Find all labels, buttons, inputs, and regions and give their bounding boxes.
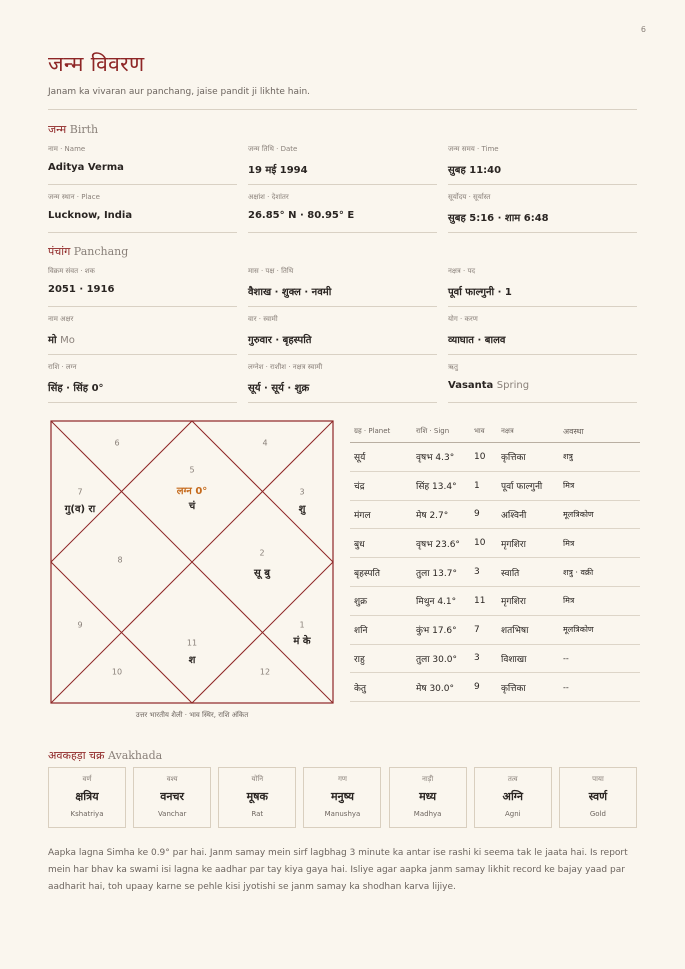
birth-field (48, 185, 237, 233)
panchang-field-value (48, 332, 237, 346)
birth-field (48, 137, 237, 185)
birth-field-value (248, 210, 437, 221)
birth-field-value (48, 162, 237, 173)
avakhada-box (474, 767, 552, 828)
avakhada-key: वश्य (166, 775, 178, 783)
panchang-field-value (248, 332, 437, 346)
birth-heading (48, 122, 637, 137)
divider (48, 109, 637, 110)
birth-heading-hi: जन्म (48, 123, 67, 136)
planet-table-cell: चंद्र (354, 482, 365, 493)
birth-field-label: सूर्योदय · सूर्यास्त (448, 193, 491, 201)
birth-details-section (48, 50, 637, 403)
panchang-field (48, 259, 237, 307)
avakhada-box (559, 767, 637, 828)
house-planets: सू बु (254, 568, 270, 579)
panchang-field-main: गुरुवार · बृहस्पति (248, 335, 312, 346)
planet-table-row (350, 529, 640, 558)
planet-table-cell: बृहस्पति (354, 568, 380, 579)
birth-field (248, 185, 437, 233)
panchang-field-value (248, 380, 437, 394)
avakhada-value-en: Gold (589, 810, 606, 818)
avakhada-value-hi: मूषक (246, 790, 268, 803)
planet-table-cell: सिंह 13.4° (416, 482, 457, 493)
avakhada-key: तत्व (507, 775, 518, 783)
panchang-field-label: ऋतु (448, 363, 458, 371)
house-planets: गु(व) रा (64, 504, 96, 515)
planet-table-cell: मित्र (563, 596, 575, 606)
birth-field-label: जन्म समय · Time (448, 145, 499, 153)
panchang-field (248, 307, 437, 355)
house-sign-number: 5 (189, 465, 195, 475)
house-planets: मं के (293, 636, 311, 647)
house-sign-number: 10 (111, 667, 123, 677)
planet-table-cell: मेष 2.7° (416, 510, 449, 521)
panchang-heading (48, 244, 637, 259)
planet-table-cell: मूलत्रिकोण (563, 625, 594, 635)
planet-table-cell: कृत्तिका (501, 453, 526, 464)
planet-table-row (350, 587, 640, 616)
house-sign-number: 9 (77, 620, 83, 630)
birth-grid (48, 137, 637, 233)
planet-table-cell: 3 (474, 567, 480, 578)
panchang-field-main: सिंह · सिंह 0° (48, 383, 104, 394)
panchang-field-value (448, 380, 637, 391)
house-planets: चं (188, 501, 196, 512)
panchang-field-main: पूर्वा फाल्गुनी · 1 (448, 287, 512, 298)
birth-field-value (448, 162, 637, 176)
birth-field (248, 137, 437, 185)
house-sign-number: 8 (117, 555, 123, 565)
avakhada-value-hi: स्वर्ण (588, 790, 608, 803)
house-planets: शु (298, 504, 306, 515)
planet-table-cell: राहु (354, 654, 365, 665)
planet-table-cell: मृगशिरा (501, 539, 526, 550)
panchang-field-value (48, 284, 237, 295)
avakhada-heading-en: Avakhada (107, 749, 163, 762)
birth-field-main: सुबह 5:16 · शाम 6:48 (448, 213, 549, 224)
panchang-field-main: सूर्य · सूर्य · शुक्र (248, 383, 310, 394)
house-sign-number: 6 (114, 438, 120, 448)
panchang-field-main: व्याघात · बालव (448, 335, 506, 346)
planet-table-cell: पूर्वा फाल्गुनी (501, 482, 543, 493)
birth-field-label: जन्म स्थान · Place (48, 193, 100, 201)
planet-table-cell: मित्र (563, 538, 575, 548)
planet-table-col-header: राशि · Sign (416, 426, 450, 435)
panchang-field-main: वैशाख · शुक्ल · नवमी (248, 287, 332, 298)
planet-table-cell: स्वाति (501, 568, 520, 579)
birth-field (448, 137, 637, 185)
planet-table-cell: मृगशिरा (501, 597, 526, 608)
planet-table-cell: वृषभ 4.3° (416, 453, 455, 464)
house-sign-number: 4 (262, 438, 268, 448)
planet-table-cell: तुला 13.7° (416, 568, 457, 579)
panchang-heading-hi: पंचांग (48, 245, 71, 258)
planet-table-cell: शुक्र (354, 597, 368, 608)
avakhada-value-hi: अग्नि (502, 790, 523, 803)
avakhada-box (218, 767, 296, 828)
planet-table-cell: 9 (474, 682, 480, 693)
avakhada-key: नाड़ी (421, 775, 434, 783)
planet-table-row (350, 558, 640, 587)
lagna-note: Aapka lagna Simha ke 0.9° par hai. Janm samay mein sirf lagbhag 3 minute ka antar ise rashi ki seema tak le jaata hai. Is report mein har bhav ka swami isi lagna ke aadhar par tay kiya gaya hai. Isliye agar aapka janm samay likhit record ke bajay yaad par aadharit hai, toh upaay karne se pehle kisi jyotishi se janm samay ka shodhan karva lijiye. (48, 848, 628, 892)
planet-table-cell: -- (563, 682, 569, 692)
panchang-field-main: 2051 · 1916 (48, 284, 115, 295)
panchang-field-label: वार · स्वामी (248, 315, 278, 323)
avakhada-value-hi: मनुष्य (330, 790, 354, 803)
panchang-field-label: लग्नेश · राशीश · नक्षत्र स्वामी (248, 363, 323, 371)
panchang-field (448, 259, 637, 307)
avakhada-heading (48, 748, 162, 763)
planet-table-cell: शत्रु (563, 452, 573, 462)
panchang-field-value (448, 284, 637, 298)
planet-table-cell: 1 (474, 480, 480, 491)
avakhada-box (133, 767, 211, 828)
house-sign-number: 12 (259, 667, 271, 677)
panchang-field (448, 355, 637, 403)
house-sign-number: 1 (299, 620, 305, 630)
planet-table-cell: मूलत्रिकोण (563, 509, 594, 519)
panchang-field-value (448, 332, 637, 346)
avakhada-value-en: Kshatriya (70, 810, 104, 818)
avakhada-value-hi: मध्य (419, 790, 437, 803)
planet-table-cell: शनि (354, 626, 368, 637)
avakhada-value-en: Agni (504, 810, 521, 818)
panchang-field-label: मास · पक्ष · तिथि (248, 267, 294, 275)
panchang-field-main: मो (48, 335, 57, 346)
birth-field-label: नाम · Name (48, 145, 86, 153)
planet-table-cell: 10 (474, 451, 486, 462)
planet-table-cell: मेष 30.0° (416, 683, 454, 694)
avakhada-key: योनि (251, 775, 264, 783)
panchang-heading-en: Panchang (73, 245, 129, 258)
panchang-field-main: Vasanta (448, 380, 494, 391)
chart-caption: उत्तर भारतीय शैली · भाव स्थिर, राशि अंकित (135, 711, 249, 719)
chart-and-planets (50, 420, 640, 720)
avakhada-value-en: Rat (251, 810, 264, 818)
panchang-field (48, 355, 237, 403)
planet-table (350, 420, 640, 702)
birth-field-main: Lucknow, India (48, 210, 133, 221)
birth-field-label: जन्म तिथि · Date (248, 145, 298, 153)
planet-table-cell: 7 (474, 624, 480, 635)
avakhada-value-en: Madhya (413, 810, 442, 818)
panchang-field-label: विक्रम संवत · शक (48, 267, 95, 275)
planet-table-row (350, 443, 640, 472)
page-subtitle: Janam ka vivaran aur panchang, jaise pandit ji likhte hain. (48, 87, 311, 97)
birth-field (448, 185, 637, 233)
planet-table-cell: 3 (474, 653, 480, 664)
panchang-field (448, 307, 637, 355)
panchang-field-extra: Mo (60, 335, 75, 346)
house-sign-number: 7 (77, 487, 83, 497)
birth-field-value (248, 162, 437, 176)
planet-table-cell: कृत्तिका (501, 683, 526, 694)
birth-field-main: सुबह 11:40 (448, 165, 502, 176)
birth-field-main: Aditya Verma (48, 162, 124, 173)
planet-table-row (350, 673, 640, 702)
planet-table-cell: कुंभ 17.6° (416, 626, 457, 637)
panchang-field-label: योग · करण (448, 315, 478, 323)
planet-table-cell: विशाखा (501, 654, 527, 665)
panchang-field-label: नक्षत्र · पद (448, 267, 476, 275)
avakhada-box (389, 767, 467, 828)
panchang-grid (48, 259, 637, 403)
panchang-field (248, 259, 437, 307)
avakhada-heading-hi: अवकहड़ा चक्र (48, 749, 105, 762)
house-sign-number: 11 (186, 638, 198, 648)
house-sign-number: 3 (299, 487, 305, 497)
planet-table-cell: अश्विनी (501, 510, 527, 521)
avakhada-key: गण (337, 775, 347, 783)
birth-field-value (48, 210, 237, 221)
avakhada-value-en: Vanchar (157, 810, 187, 818)
avakhada-box (48, 767, 126, 828)
planet-table-col-header: नक्षत्र (501, 426, 514, 435)
birth-field-main: 19 मई 1994 (248, 165, 308, 176)
page-number: 6 (640, 25, 646, 34)
birth-field-main: 26.85° N · 80.95° E (248, 210, 355, 221)
avakhada-value-hi: क्षत्रिय (75, 790, 99, 803)
planet-table-cell: शतभिषा (501, 626, 529, 637)
lagna-marker: लग्न 0° (176, 486, 208, 497)
avakhada-key: वर्ण (82, 775, 92, 783)
panchang-field-value (248, 284, 437, 298)
planet-table-cell: 9 (474, 509, 480, 520)
panchang-field (248, 355, 437, 403)
planet-table-row (350, 616, 640, 645)
avakhada-boxes (48, 767, 637, 828)
planet-table-col-header: भाव (474, 426, 485, 435)
planet-table-cell: 11 (474, 595, 486, 606)
planet-table-cell: वृषभ 23.6° (416, 539, 460, 550)
planet-table-cell: बुध (354, 539, 365, 550)
panchang-field (48, 307, 237, 355)
kundli-chart (50, 420, 334, 704)
planet-table-header (350, 420, 640, 443)
birth-heading-en: Birth (69, 123, 99, 136)
planet-table-cell: मिथुन 4.1° (416, 597, 457, 608)
birth-field-label: अक्षांश · देशांतर (248, 193, 289, 201)
planet-table-cell: शत्रु · वक्री (563, 567, 594, 577)
planet-table-cell: केतु (354, 683, 367, 694)
house-sign-number: 2 (259, 548, 265, 558)
planet-table-row (350, 501, 640, 530)
planet-table-row (350, 645, 640, 674)
planet-table-cell: मंगल (354, 510, 371, 521)
avakhada-value-en: Manushya (324, 810, 361, 818)
planet-table-cell: तुला 30.0° (416, 654, 457, 665)
planet-table-col-header: अवस्था (563, 426, 584, 436)
planet-table-col-header: ग्रह · Planet (354, 426, 391, 435)
planet-table-cell: 10 (474, 538, 486, 549)
house-planets: श (188, 655, 196, 666)
panchang-field-label: राशि · लग्न (48, 363, 77, 371)
planet-table-cell: सूर्य (354, 453, 366, 464)
planet-table-row (350, 472, 640, 501)
birth-field-value (448, 210, 637, 224)
panchang-field-extra: Spring (496, 380, 530, 391)
avakhada-value-hi: वनचर (160, 790, 185, 803)
planet-table-cell: -- (563, 653, 569, 663)
page-title: जन्म विवरण (48, 52, 145, 76)
avakhada-key: पाया (592, 775, 604, 783)
avakhada-box (303, 767, 381, 828)
panchang-field-value (48, 380, 237, 394)
panchang-field-label: नाम अक्षर (48, 315, 74, 323)
planet-table-cell: मित्र (563, 481, 575, 491)
